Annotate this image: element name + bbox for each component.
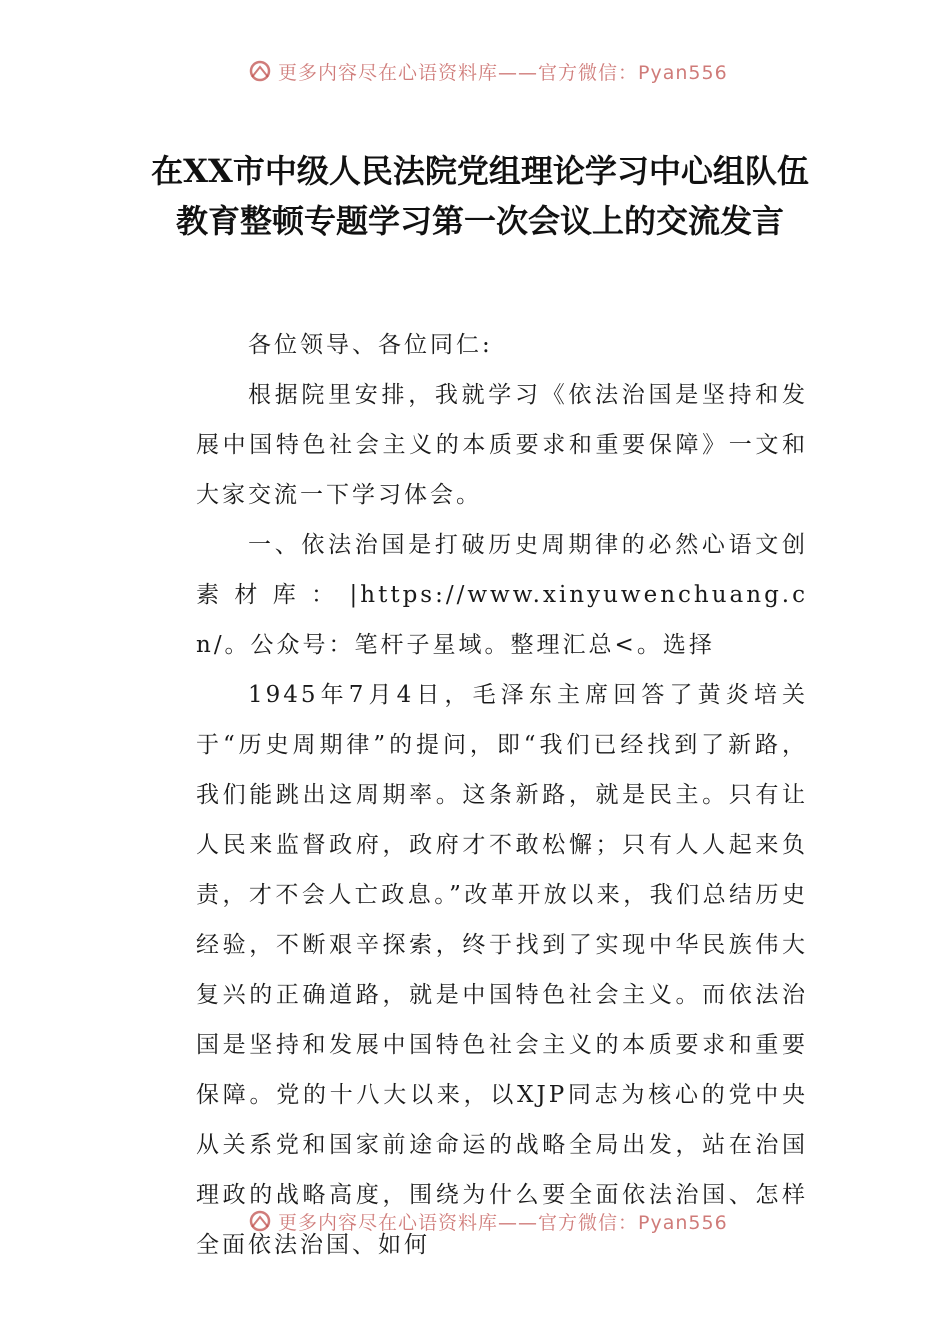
watermark-logo-icon — [248, 1209, 272, 1233]
watermark-header — [248, 56, 728, 86]
watermark-text: 更多内容尽在心语资料库——官方微信：Pyan556 — [278, 61, 728, 84]
watermark-footer — [248, 1206, 728, 1236]
paragraph: 1945年7月4日，毛泽东主席回答了黄炎培关于“历史周期律”的提问，即“我们已经找到了新路，我们能跳出这周期率。这条新路，就是民主。只有让人民来监督政府，政府才不敢松懈；只有人人起来负责，才不会人亡政息。”改革开放以来，我们总结历史经验，不断艰辛探索，终于找到了实现中华民族伟大复兴的正确道路，就是中国特色社会主义。而依法治国是坚持和发展中国特色社会主义的本质要求和重要保障。党的十八大以来，以XJP同志为核心的党中央从关系党和国家前途命运的战略全局出发，站在治国理政的战略高度，围绕为什么要全面依法治国、怎样全面依法治国、如何 — [196, 682, 808, 1258]
salutation: 各位领导、各位同仁: — [248, 332, 493, 358]
document-title: 在XX市中级人民法院党组理论学习中心组队伍教育整顿专题学习第一次会议上的交流发言 — [151, 152, 809, 240]
watermark-logo-icon — [248, 59, 272, 83]
document-body — [196, 320, 808, 1270]
watermark-text: 更多内容尽在心语资料库——官方微信：Pyan556 — [278, 1211, 728, 1234]
paragraph: 根据院里安排，我就学习《依法治国是坚持和发展中国特色社会主义的本质要求和重要保障》一文和大家交流一下学习体会。 — [196, 382, 808, 508]
paragraph: 一、依法治国是打破历史周期律的必然心语文创素材库：|https://www.xinyuwenchuang.cn/。公众号：笔杆子星域。整理汇总<。选择 — [196, 532, 808, 658]
